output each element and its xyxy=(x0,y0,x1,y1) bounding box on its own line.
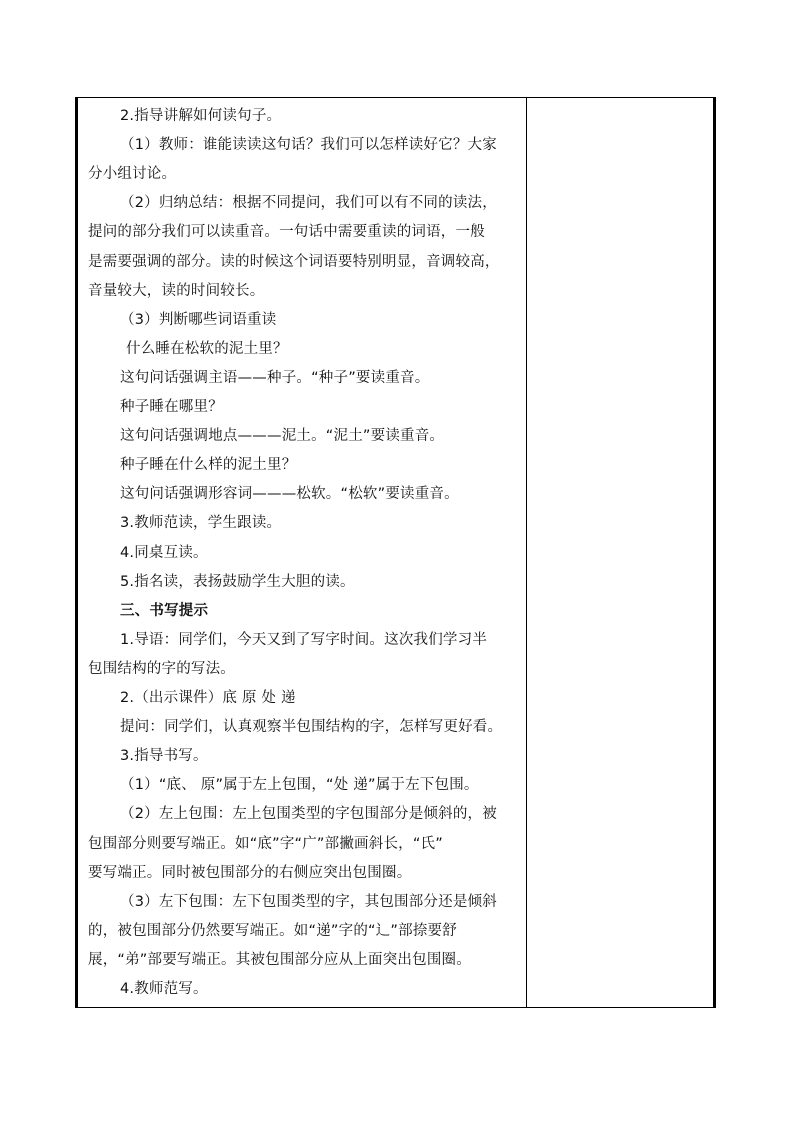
text-line: 音量较大，读的时间较长。 xyxy=(88,282,265,299)
text-line: 什么睡在松软的泥土里？ xyxy=(126,340,288,357)
notes-cell xyxy=(527,98,713,1007)
text-line: 2.指导讲解如何读句子。 xyxy=(120,108,282,124)
text-line: 是需要强调的部分。读的时候这个词语要特别明显，音调较高， xyxy=(88,253,500,270)
text-line: 分小组讨论。 xyxy=(88,166,177,183)
text-line: 4.同桌互读。 xyxy=(120,544,208,561)
text-line: 要写端正。同时被包围部分的右侧应突出包围圈。 xyxy=(88,864,412,881)
text-line: 的，被包围部分仍然要写端正。如“递”字的“辶”部捺要舒 xyxy=(88,922,457,939)
text-line: 包围结构的字的写法。 xyxy=(88,660,235,677)
text-line: 这句问话强调形容词———松软。“松软”要读重音。 xyxy=(120,486,459,503)
text-line: （1）教师：谁能读读这句话？我们可以怎样读好它？大家 xyxy=(120,137,497,154)
text-line: 1.导语：同学们，今天又到了写字时间。这次我们学习半 xyxy=(120,631,488,648)
text-line: 提问：同学们，认真观察半包围结构的字，怎样写更好看。 xyxy=(120,719,503,736)
text-line: 这句问话强调地点———泥土。“泥土”要读重音。 xyxy=(120,428,445,445)
text-line: 提问的部分我们可以读重音。一句话中需要重读的词语，一般 xyxy=(88,224,485,241)
text-line: 种子睡在哪里？ xyxy=(120,399,223,415)
text-line: 4.教师范写。 xyxy=(120,981,208,997)
text-line: （2）归纳总结：根据不同提问，我们可以有不同的读法， xyxy=(120,195,497,212)
text-line: 这句问话强调主语——种子。“种子”要读重音。 xyxy=(120,369,430,386)
text-line: （3）左下包围：左下包围类型的字，其包围部分还是倾斜 xyxy=(120,893,497,910)
text-line: 种子睡在什么样的泥土里？ xyxy=(120,457,297,474)
text-line: 包围部分则要写端正。如“底”字“广”部撇画斜长，“氏” xyxy=(88,835,443,852)
text-line: （3）判断哪些词语重读 xyxy=(120,311,277,328)
section-heading: 三、书写提示 xyxy=(120,602,209,619)
text-line: （1）“底、 原”属于左上包围，“处 递”属于左下包围。 xyxy=(120,777,479,794)
text-line: （2）左上包围：左上包围类型的字包围部分是倾斜的，被 xyxy=(120,806,497,823)
text-line: 展，“弟”部要写端正。其被包围部分应从上面突出包围圈。 xyxy=(88,951,471,968)
text-line: 2.（出示课件）底 原 处 递 xyxy=(120,690,296,706)
lesson-table xyxy=(75,97,716,1008)
text-line: 5.指名读，表扬鼓励学生大胆的读。 xyxy=(120,573,355,590)
text-line: 3.指导书写。 xyxy=(120,748,208,765)
text-line: 3.教师范读，学生跟读。 xyxy=(120,515,282,532)
